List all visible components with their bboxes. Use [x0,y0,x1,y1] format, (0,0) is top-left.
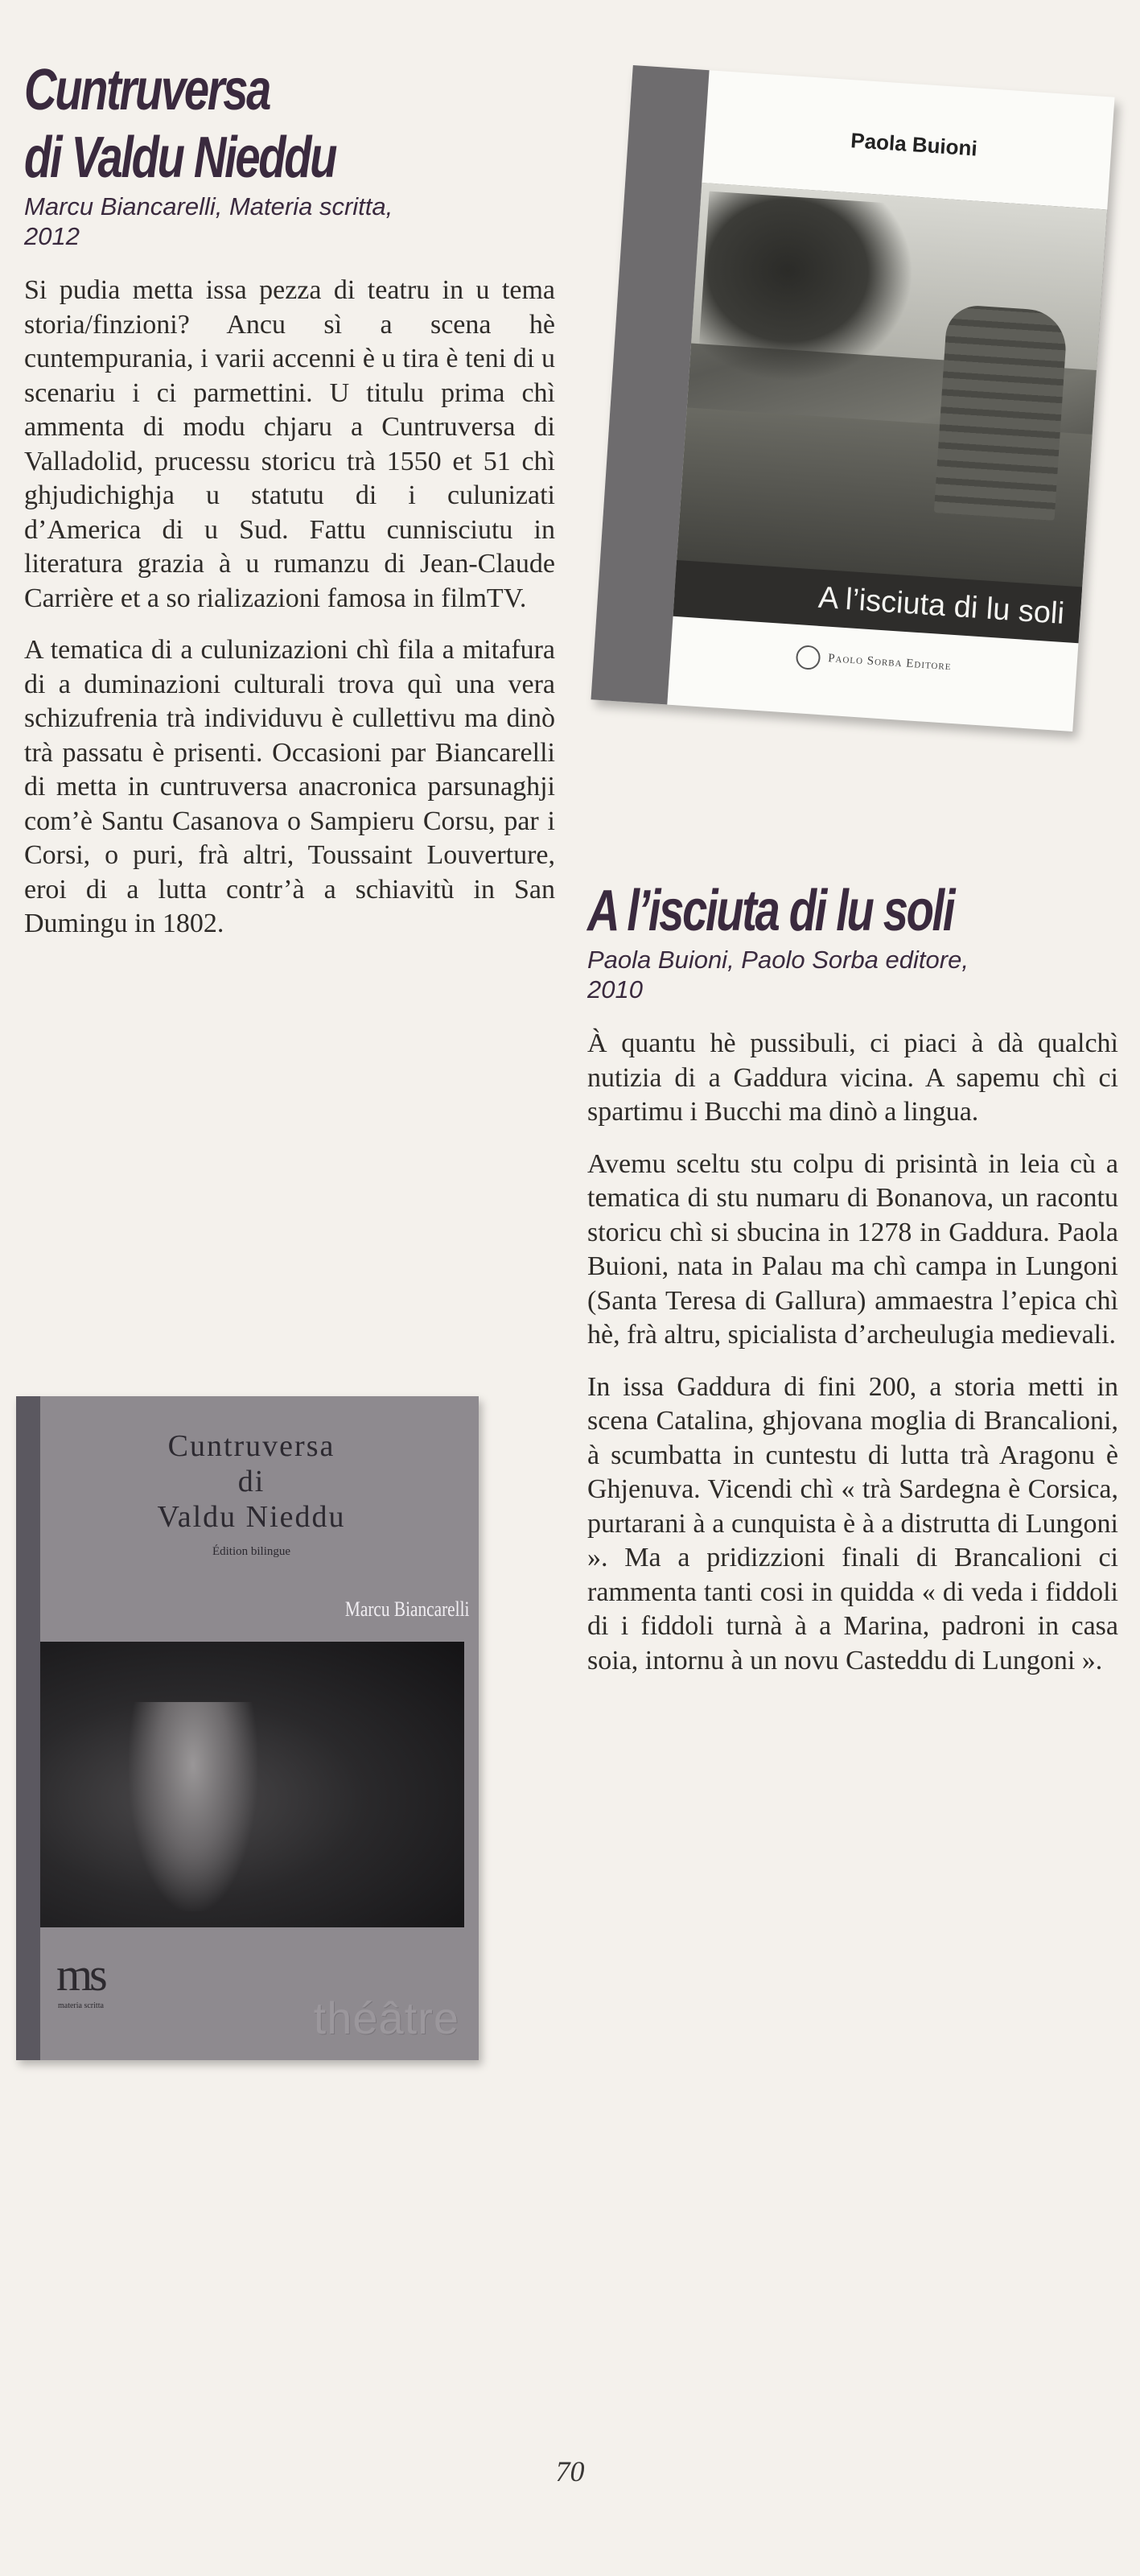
cover-author: Marcu Biancarelli [344,1597,469,1621]
publisher-logo: ms [56,1948,105,2001]
article-byline [24,192,555,251]
cover-title-line: Valdu Nieddu [157,1500,346,1534]
article-title-line: Cuntruversa [24,58,270,122]
book-cover-lisciuta [591,65,1114,732]
publisher-logo-sub: materia scritta [58,2001,104,2010]
article-paragraph: In issa Gaddura di fini 200, a storia metti in scena Catalina, ghjovana moglia di Brancalioni, à scumbatta in cuntestu di lutta trà Aragonu è Ghjenuva. Vicendi chì « trà Sardegna è Corsica, purtarani à a cunquista è à a distrutta di Lungoni ». Ma a pridizzioni finali di Brancalioni ci rammenta tanti cosi in quidda « di veda i fiddoli di i fiddoli turnà à a Marina, padroni in casa soia, intornu à un novu Casteddu di Lungoni ». [587,1371,1118,1675]
byline-line: Marcu Biancarelli, Materia scritta, [24,192,393,221]
cover-title-line: di [237,1465,265,1498]
cover-author: Paola Buioni [850,128,978,161]
photo-tower [934,304,1068,521]
byline-line: Paola Buioni, Paolo Sorba editore, [587,946,969,974]
article-title [24,56,438,192]
photo-tree [697,192,918,390]
article-paragraph: A tematica di a culunizazioni chì fila a mitafura di a duminazioni culturali trova quì una vera schizufrenia trà individuvu è cullettivu ma dinò trà passatu è prisenti. Occasioni par Biancarelli di metta in cuntruversa anacronica parsunaghji com’è Santu Casanova o Sampieru Corsu, par i Corsi, o puri, frà altri, Toussaint Louverture, eroi di a lutta contr’à a schiavitù in San Dumingu in 1802. [24,635,555,938]
byline-line: 2012 [24,222,80,250]
book-cover-cuntruversa [16,1396,479,2060]
article-paragraph: Si pudia metta issa pezza di teatru in u tema storia/finzioni? Ancu sì a scena hè cuntempurania, i varii accenni è u tira è teni di u scenariu i ci parmettini. U titulu prima chì ammenta di modu chjaru a Cuntruversa di Valladolid, prucessu storicu trà 1550 et 51 chì ghjudichighja u statutu di i culunizati d’America di u Sud. Fattu cunnisciutu in literatura grazia à u rumanzu di Jean-Claude Carrière et a so rializazioni famosa in filmTV. [24,275,555,613]
cover-series: théâtre [313,1993,459,2043]
page-number: 70 [555,2455,585,2487]
cover-spine [16,1396,40,2060]
article-paragraph: À quantu hè pussibuli, ci piaci à dà qualchì nutizia di a Gaddura vicina. A sapemu chì ci spartimu i Bucchi ma dinò a lingua. [587,1028,1118,1127]
photo-figure [129,1702,257,1911]
publisher-name: Paolo Sorba Editore [827,652,953,674]
cover-photo [675,183,1108,619]
cover-publisher [670,637,1077,687]
article-lisciuta [587,877,1118,1696]
cover-title [40,1428,463,1535]
cover-edition: Édition bilingue [212,1545,291,1558]
cover-title: A l’isciuta di lu soli [673,560,1083,643]
cover-title-line: Cuntruversa [167,1429,335,1463]
publisher-logo-icon [795,645,821,670]
article-title-line: di Valdu Nieddu [24,126,336,190]
article-cuntruversa [24,56,555,959]
article-paragraph: Avemu sceltu stu colpu di prisintà in leia cù a tematica di stu numaru di Bonanova, un racontu storicu chì si sbucina in 1278 in Gaddura. Paola Buioni, nata in Palau ma chì campa in Lungoni (Santa Teresa di Gallura) ammaestra l’epica chì hè, frà altru, spicialista d’archeulugia medievali. [587,1148,1118,1350]
article-title: A l’isciuta di lu soli [587,879,954,943]
article-byline [587,945,1118,1004]
byline-line: 2010 [587,975,643,1004]
